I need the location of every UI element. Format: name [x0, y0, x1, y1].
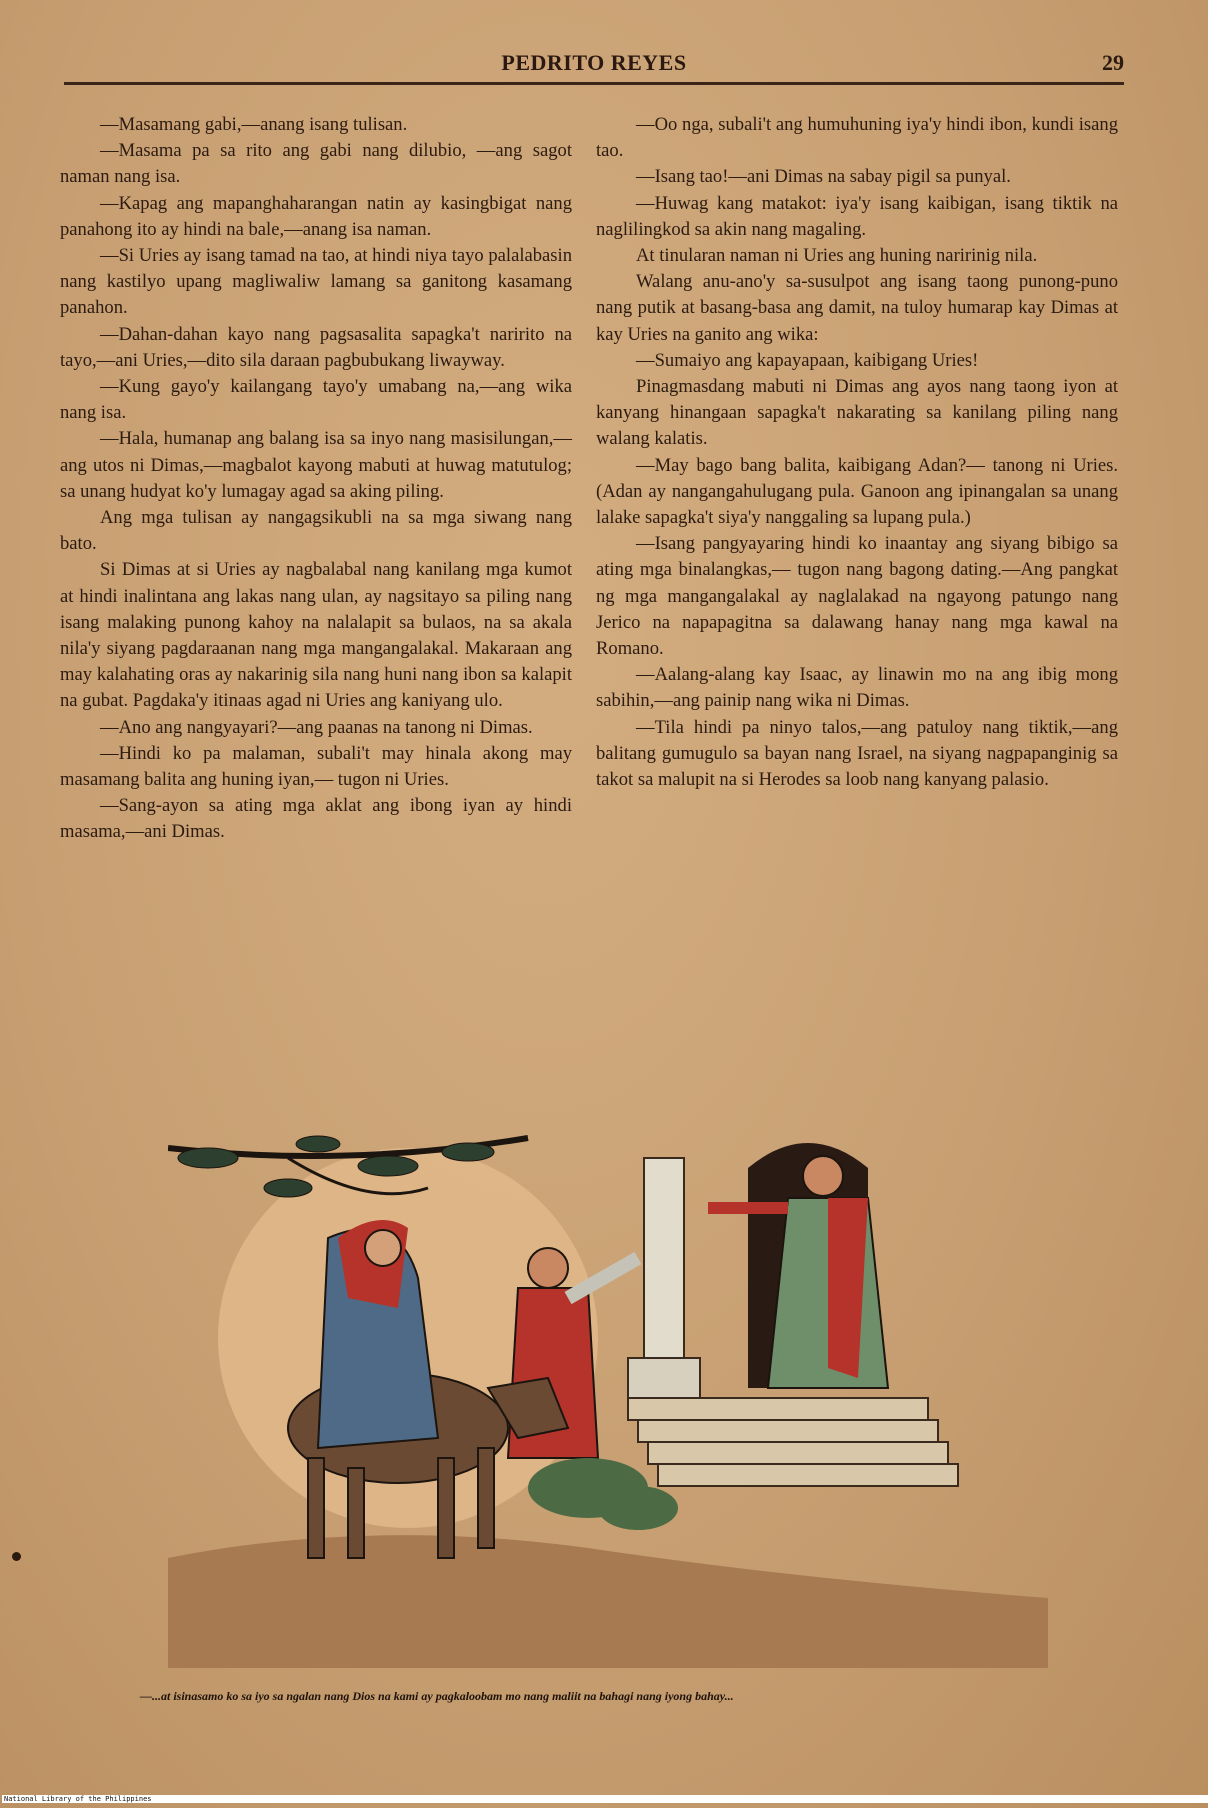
paragraph: —Isang pangyayaring hindi ko inaantay ang siyang bibigo sa ating mga binalangkas,— tugon nang bagong dating.—Ang pangkat ng mga mangangalakal ay naglalakad na ngayong patungo nang Jerico na napapagitna sa dalawang hanay nang mga kawal na Romano.	[596, 533, 1118, 660]
paragraph: —Kung gayo'y kailangang tayo'y umabang na,—ang wika nang isa.	[60, 376, 572, 424]
illustration-caption: —...at isinasamo ko sa iyo sa ngalan nang Dios na kami ay pagkaloobam mo nang maliit na bahagi nang iyong bahay...	[140, 1689, 734, 1703]
paragraph: Ang mga tulisan ay nangagsikubli na sa mga siwang nang bato.	[60, 507, 572, 555]
margin-mark	[12, 1552, 21, 1561]
paragraph: —Aalang-alang kay Isaac, ay linawin mo na ang ibig mong sabihin,—ang painip nang wika ni Dimas.	[596, 664, 1118, 712]
ground	[168, 1535, 1048, 1668]
paragraph: —Sang-ayon sa ating mga aklat ang ibong iyan ay hindi masama,—ani Dimas.	[60, 795, 572, 843]
steps	[628, 1398, 958, 1486]
paragraph: —Sumaiyo ang kapayapaan, kaibigang Uries!	[636, 349, 979, 371]
paragraph: —Masama pa sa rito ang gabi nang dilubio, —ang sagot naman nang isa.	[60, 140, 572, 188]
paragraph: —Dahan-dahan kayo nang pagsasalita sapagka't naririto na tayo,—ani Uries,—dito sila daraan pagbubukang liwayway.	[60, 323, 572, 371]
paragraph: —Isang tao!—ani Dimas na sabay pigil sa punyal.	[636, 166, 1011, 188]
illustration	[168, 1128, 1048, 1668]
shrubs	[528, 1458, 678, 1530]
paragraph: —Kapag ang mapanghaharangan natin ay kasingbigat nang panahong ito ay hindi na bale,—anang isa naman.	[60, 192, 572, 240]
left-column	[60, 112, 572, 846]
page-header	[64, 44, 1124, 84]
paragraph: —Oo nga, subali't ang humuhuning iya'y hindi ibon, kundi isang tao.	[596, 114, 1118, 162]
running-title: PEDRITO REYES	[501, 50, 687, 75]
paragraph: —May bago bang balita, kaibigang Adan?— tanong ni Uries. (Adan ay nangangahulugang pula. Ganoon ang ipinangalan sa unang lalake sapagka't siya'y nanggaling sa lupang pula.)	[596, 454, 1118, 529]
paragraph: —Ano ang nangyayari?—ang paanas na tanong ni Dimas.	[100, 716, 533, 738]
stone-column	[644, 1158, 684, 1368]
column-base	[628, 1358, 700, 1398]
paragraph: —Si Uries ay isang tamad na tao, at hindi niya tayo palalabasin nang kastilyo upang magliwaliw lamang sa ganitong kasamang panahon.	[60, 245, 572, 319]
paragraph: —Tila hindi pa ninyo talos,—ang patuloy nang tiktik,—ang balitang gumugulo sa bayan nang Israel, na siyang nagpapanginig sa takot sa malupit na si Herodes sa loob nang kanyang palasio.	[596, 716, 1118, 791]
right-column	[596, 112, 1118, 793]
page-number: 29	[1102, 50, 1124, 75]
paragraph: —Huwag kang matakot: iya'y isang kaibigan, isang tiktik na naglilingkod sa akin nang magaling.	[596, 192, 1118, 240]
paragraph: —Masamang gabi,—anang isang tulisan.	[100, 114, 408, 135]
paragraph: —Hindi ko pa malaman, subali't may hinala akong may masamang balita ang huning iyan,— tugon ni Uries.	[60, 742, 572, 791]
paragraph: At tinularan naman ni Uries ang huning naririnig nila.	[636, 245, 1038, 267]
paragraph: —Hala, humanap ang balang isa sa inyo nang masisilungan,—ang utos ni Dimas,—magbalot kayong mabuti at huwag matutulog; sa unang hudyat ko'y lumagay agad sa aking piling.	[60, 428, 572, 502]
paragraph: Walang anu-ano'y sa-susulpot ang isang taong punong-puno nang putik at basang-basa ang damit, na tuloy humarap kay Dimas at kay Uries na ganito ang wika:	[596, 271, 1118, 345]
paragraph: Si Dimas at si Uries ay nagbalabal nang kanilang mga kumot at hindi inalintana ang lakas nang ulan, ay nagsitayo sa piling nang isang malaking punong kahoy na nalalapit sa bulaos, na sa akala nila'y siyang pagdaraanan nang mga mangangalakal. Makaraan ang may kalahating oras ay nakarinig sila nang huni nang ibon sa kalapit na gubat. Pagdaka'y itinaas agad ni Uries ang kaniyang ulo.	[60, 559, 572, 712]
library-footer: National Library of the Philippines	[2, 1795, 1208, 1803]
header-rule	[64, 82, 1124, 85]
paragraph: Pinagmasdang mabuti ni Dimas ang ayos nang taong iyon at kanyang hinangaan sapagka't nakarating sa kanilang piling nang walang kalatis.	[596, 376, 1118, 450]
